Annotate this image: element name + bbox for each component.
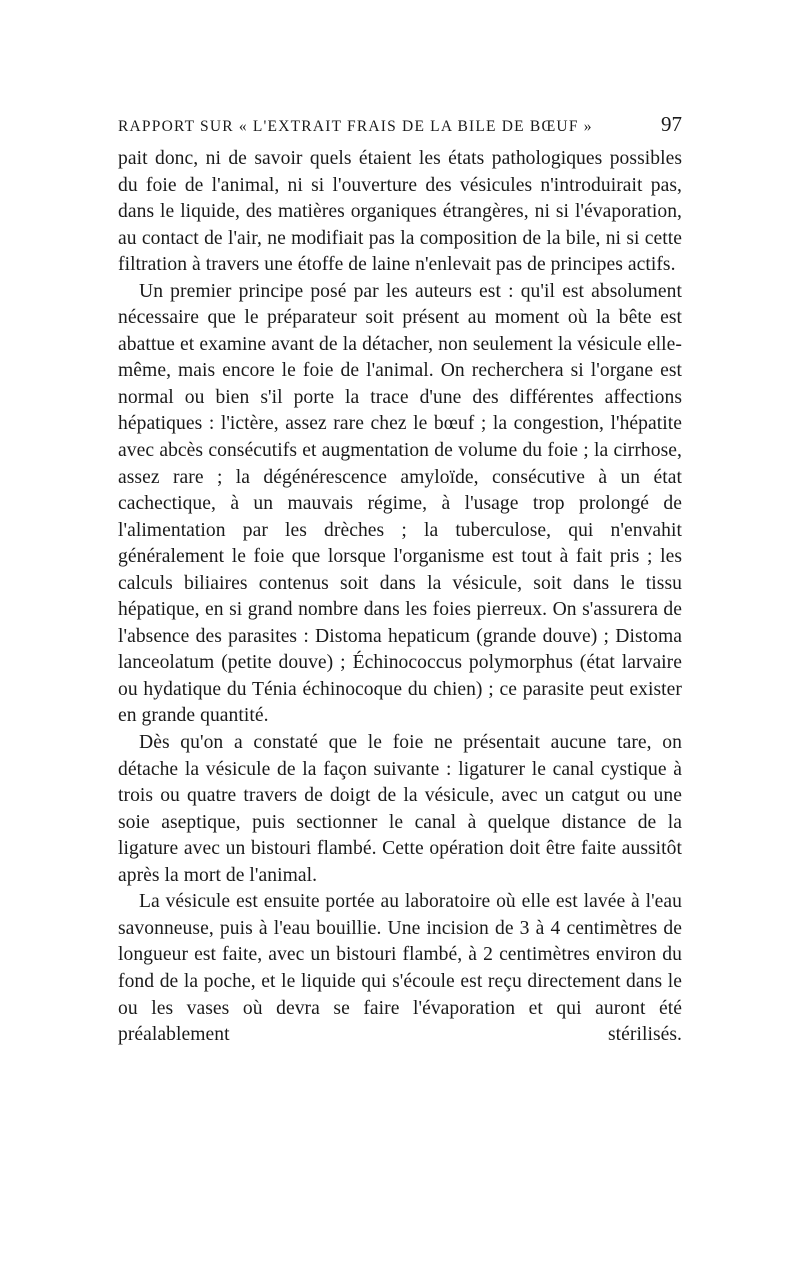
page-number: 97 — [661, 112, 682, 136]
running-header — [118, 112, 682, 146]
paragraph-4: La vésicule est ensuite portée au laboratoire où elle est lavée à l'eau savonneuse, puis à l'eau bouillie. Une incision de 3 à 4 centimètres de longueur est faite, avec un bistouri flambé, à 2 centimètres environ du fond de la poche, et le liquide qui s'écoule est reçu directement dans le ou les vases où devra se faire l'évaporation et qui auront été préalablement stérilisés. — [118, 891, 682, 1046]
paragraph-2: Un premier principe posé par les auteurs est : qu'il est absolument nécessaire que le préparateur soit présent au moment où la bête est abattue et examine avant de la détacher, non seulement la vésicule elle-même, mais encore le foie de l'animal. On recherchera si l'organe est normal ou bien s'il porte la trace d'une des différentes affections hépatiques : l'ictère, assez rare chez le bœuf ; la congestion, l'hépatite avec abcès consécutifs et augmentation de volume du foie ; la cirrhose, assez rare ; la dégénérescence amyloïde, consécutive à un état cachectique, à un mauvais régime, à l'usage trop prolongé de l'alimentation par les drèches ; la tuberculose, qui n'envahit généralement le foie que lorsque l'organisme est tout à fait pris ; les calculs biliaires contenus soit dans la vésicule, soit dans le tissu hépatique, en si grand nombre dans les foies pierreux. On s'assurera de l'absence des parasites : Distoma hepaticum (grande douve) ; Distoma lanceolatum (petite douve) ; Échinococcus polymorphus (état larvaire ou hydatique du Ténia échinocoque du chien) ; ce parasite peut exister en grande quantité. — [118, 280, 682, 727]
paragraph-3: Dès qu'on a constaté que le foie ne présentait aucune tare, on détache la vésicule de la façon suivante : ligaturer le canal cystique à trois ou quatre travers de doigt de la vésicule, avec un catgut ou une soie aseptique, puis sectionner le canal à quelque distance de la ligature avec un bistouri flambé. Cette opération doit être faite aussitôt après la mort de l'animal. — [118, 732, 682, 886]
running-title: RAPPORT SUR « L'EXTRAIT FRAIS DE LA BILE DE BŒUF » — [118, 118, 593, 135]
paragraph-1: pait donc, ni de savoir quels étaient les états pathologiques possibles du foie de l'animal, ni si l'ouverture des vésicules n'introduirait pas, dans le liquide, des matières organiques étrangères, ni si l'évaporation, au contact de l'air, ne modifiait pas la composition de la bile, ni si cette filtration à travers une étoffe de laine n'enlevait pas de principes actifs. — [118, 148, 682, 276]
book-page — [118, 112, 682, 1049]
page-body — [118, 146, 682, 1049]
